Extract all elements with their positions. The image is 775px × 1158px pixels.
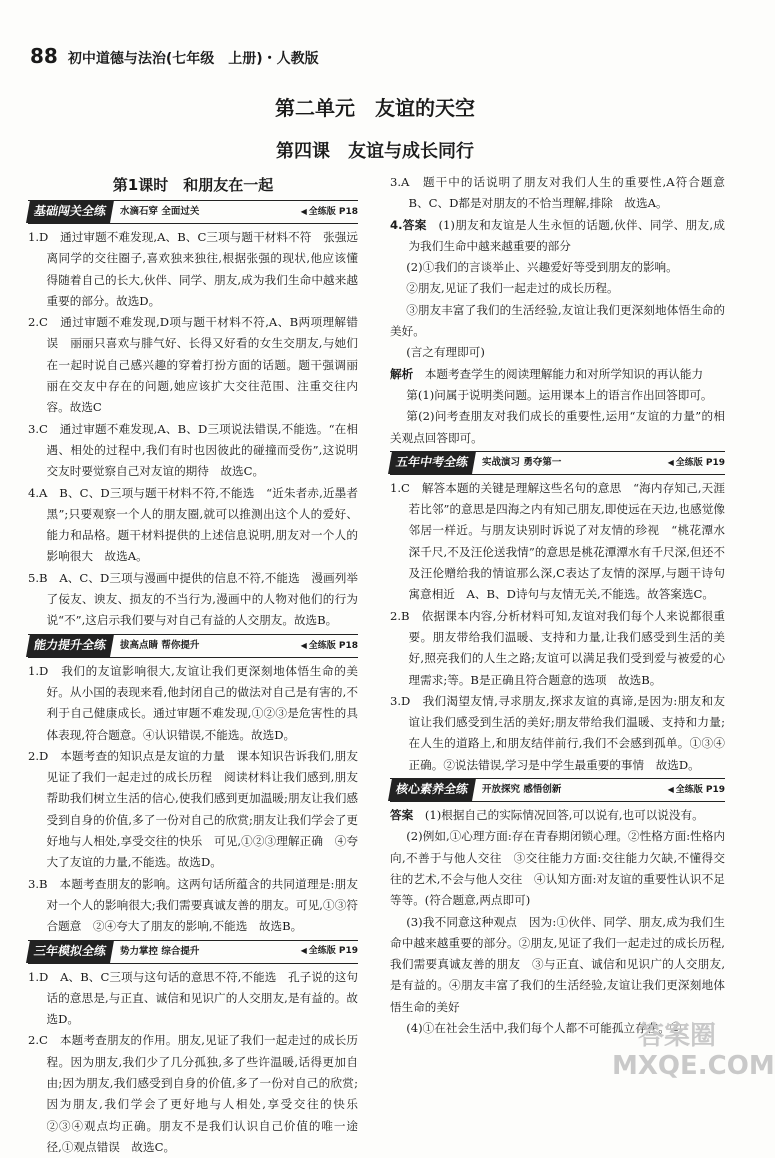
answer-label: 答案 xyxy=(390,808,414,823)
section-bar-nengli xyxy=(28,634,358,658)
section-slogan: 水滴石穿 全面过关 xyxy=(120,206,200,218)
watermark-logo: 答案圈 MXQE.COM xyxy=(612,1021,775,1081)
section-title: 第1课时 和朋友在一起 xyxy=(112,176,274,194)
analysis-label: 解析 xyxy=(390,366,414,381)
answer-item: 2.C 本题考查朋友的作用。朋友,见证了我们一起走过的成长历程。因为朋友,我们少了几分孤独,多了些许温暖,话得更加自由;因为朋友,我们感受到自身的价值,多了一份对自己的欣赏;因为朋友,我们学会了更好地与人相处,享受交往的快乐 ②③④观点均正确。朋友不是我们认识自己价值的唯一途径,①观点错误 故选C。 xyxy=(28,1033,370,1154)
answer-point: ③朋友丰富了我们的生活经验,友谊让我们更深刻地体悟生命的美好。 xyxy=(390,302,725,339)
section-ref: ◀ 全练版 P18 xyxy=(301,635,358,657)
book-title: 初中道德与法治(七年级 上册)・人教版 xyxy=(67,51,319,67)
analysis-point: 第(1)问属于说明类问题。运用课本上的语言作出回答即可。 xyxy=(406,387,713,402)
section-tag: 三年模拟全练 xyxy=(26,940,114,963)
answer-item xyxy=(390,215,725,258)
answer-item: 1.D 我们的友谊影响很大,友谊让我们更深刻地体悟生命的美好。从小国的表现来看,他封闭自己的做法对自己是有害的,不利于自己健康成长。通过审题不难发现,①②③是危害性的具体表现,符合题意。④认识错误,不能选。故选D。 xyxy=(28,663,358,742)
page-header xyxy=(30,44,319,70)
answer-item: 2.D 本题考查的知识点是友谊的力量 课本知识告诉我们,朋友见证了我们一起走过的成长历程 阅读材料让我们感到,朋友帮助我们树立生活的信心,使我们感到更加温暖;朋友让我们感受到自身的价值,多了一份对自己的欣赏;朋友让我们学会了更好地与人相处,享受交往的快乐 可见,①②③理解正确 ④夸大了友谊的力量,不能选。故选D。 xyxy=(28,748,358,870)
answer-item: 1.D A、B、C三项与这句话的意思不符,不能选 孔子说的这句话的意思是,与正直、诚信和见识广的人交朋友,是有益的。故选D。 xyxy=(28,969,358,1027)
section-ref: ◀ 全练版 P19 xyxy=(301,940,358,962)
section-ref: ◀ 全练版 P19 xyxy=(668,779,725,801)
analysis xyxy=(390,364,725,385)
left-column xyxy=(28,172,370,1158)
page-number: 88 xyxy=(30,44,58,68)
answer-item: 1.C 解答本题的关键是理解这些名句的意思 “海内存知己,天涯若比邻”的意思是四海之内有知己朋友,即使远在天边,也感觉像邻居一样近。与朋友诀别时诉说了对友情的珍视 “桃花潭水深千尺,不及汪伦送我情”的意思是桃花潭潭水有千尺深,但还不及汪伦赠给我的情谊那么深,C表达了友情的深厚,与题干诗句寓意相近 A、B、D诗句与友情无关,不能选。故答案选C。 xyxy=(390,480,725,602)
analysis-text: 本题考查学生的阅读理解能力和对所学知识的再认能力 xyxy=(424,366,704,381)
answer-item xyxy=(390,805,725,826)
answer-point: ②朋友,见证了我们一起走过的成长历程。 xyxy=(406,281,619,296)
answer-point: (2)例如,①心理方面:存在青春期闭锁心理。②性格方面:性格内向,不善于与他人交往 ③交往能力方面:交往能力欠缺,不懂得交往的艺术,不会与他人交往 ④认知方面:对友谊的重要性认识不足 等等。(符合题意,两点即可) xyxy=(390,829,737,908)
section-tag: 核心素养全练 xyxy=(388,778,476,801)
lesson-title: 第四课 友谊与成长同行 xyxy=(276,141,474,162)
answer-item: 1.D 通过审题不难发现,A、B、C三项与题干材料不符 张强远离同学的交往圈子,喜欢独来独往,根据张强的现状,他应该懂得随着自己的长大,伙伴、同学、朋友,成为我们生命中越来越重要的部分。故选D。 xyxy=(28,230,358,308)
section-tag: 五年中考全练 xyxy=(388,451,476,474)
section-bar-hexin xyxy=(390,778,725,802)
answer-item: 3.D 我们渴望友情,寻求朋友,探求友谊的真谛,是因为:朋友和友谊让我们感受到生活的美好;朋友带给我们温暖、支持和力量;在人生的道路上,和朋友结伴前行,我们不会感到孤单。①③④正确。②说法错误,学习是中学生最重要的事情 故选D。 xyxy=(390,693,725,772)
answer-item: 5.B A、C、D三项与漫画中提供的信息不符,不能选 漫画列举了佞友、谀友、损友的不当行为,漫画中的人物对他们的行为说“不”,这启示我们要与对自己有益的人交朋友。故选B。 xyxy=(28,570,358,628)
section-slogan: 拔高点睛 帮你提升 xyxy=(120,639,200,651)
unit-title: 第二单元 友谊的天空 xyxy=(275,96,475,120)
section-tag: 基础闯关全练 xyxy=(26,200,114,223)
answer-point: (言之有理即可) xyxy=(406,345,485,360)
section-bar-sannian xyxy=(28,940,358,964)
answer-label: 4.答案 xyxy=(390,217,427,232)
answer-text: (1)根据自己的实际情况回答,可以说有,也可以说没有。 xyxy=(424,808,704,823)
right-column xyxy=(390,172,737,1039)
section-bar-jichu xyxy=(28,200,358,224)
answer-item: 3.B 本题考查朋友的影响。这两句话所蕴含的共同道理是:朋友对一个人的影响很大;我们需要真诚友善的朋友。可见,①③符合题意 ②④夸大了朋友的影响,不能选 故选B。 xyxy=(28,876,358,934)
section-bar-wunian xyxy=(390,451,725,475)
answer-point: (4)①在社会生活中,我们每个人都不可能孤立存在。② xyxy=(406,1020,682,1035)
answer-item: 2.B 依据课本内容,分析材料可知,友谊对我们每个人来说都很重要。朋友带给我们温暖、支持和力量,让我们感受到生活的美好,照亮我们的人生之路;友谊可以满足我们受到爱与被爱的心理需求;等。B是正确且符合题意的选项 故选B。 xyxy=(390,608,725,687)
answer-item: 2.C 通过审题不难发现,D项与题干材料不符,A、B两项理解错误 丽丽只喜欢与腓气好、长得又好看的女生交朋友,与她们在一起时说自己感兴趣的穿着打扮方面的话题。题干强调丽丽在交友中存在的问题,她应该扩大交往范围、注重交往内容。故选C xyxy=(28,315,358,415)
answer-item: 4.A B、C、D三项与题干材料不符,不能选 “近朱者赤,近墨者黑”;只要观察一个人的朋友圈,就可以推测出这个人的爱好、能力和品格。题干材料提供的上述信息说明,朋友对一个人的影响很大 故选A。 xyxy=(28,485,358,564)
section-slogan: 实战演习 勇夺第一 xyxy=(482,457,562,469)
answer-text: (1)朋友和友谊是人生永恒的话题,伙伴、同学、朋友,成为我们生命中越来越重要的部分 xyxy=(408,217,725,253)
answer-item: 3.C 通过审题不难发现,A、B、D三项说法错误,不能选。“在相遇、相处的过程中,我们有时也因彼此的碰撞而受伤”,这说明交友时要觉察自己对友谊的期待 故选C。 xyxy=(28,421,358,479)
answer-point: (2)①我们的言谈举止、兴趣爱好等受到朋友的影响。 xyxy=(406,260,678,275)
answer-item: 3.A 题干中的话说明了朋友对我们人生的重要性,A符合题意 B、C、D都是对朋友的不恰当理解,排除 故选A。 xyxy=(390,175,737,211)
section-slogan: 势力掌控 综合提升 xyxy=(120,945,200,957)
answer-point: (3)我不同意这种观点 因为:①伙伴、同学、朋友,成为我们生命中越来越重要的部分。②朋友,见证了我们一起走过的成长历程,我们需要真诚友善的朋友 ③与正直、诚信和见识广的人交朋友,是有益的。④朋友丰富了我们的生活经验,友谊让我们更深刻地体悟生命的美好 xyxy=(390,914,725,1014)
section-tag: 能力提升全练 xyxy=(26,634,114,657)
section-slogan: 开放探究 感悟创新 xyxy=(482,784,562,796)
analysis-point: 第(2)问考查朋友对我们成长的重要性,运用“友谊的力量”的相关观点回答即可。 xyxy=(390,409,725,445)
section-ref: ◀ 全练版 P19 xyxy=(668,452,725,474)
section-ref: ◀ 全练版 P18 xyxy=(301,201,358,223)
